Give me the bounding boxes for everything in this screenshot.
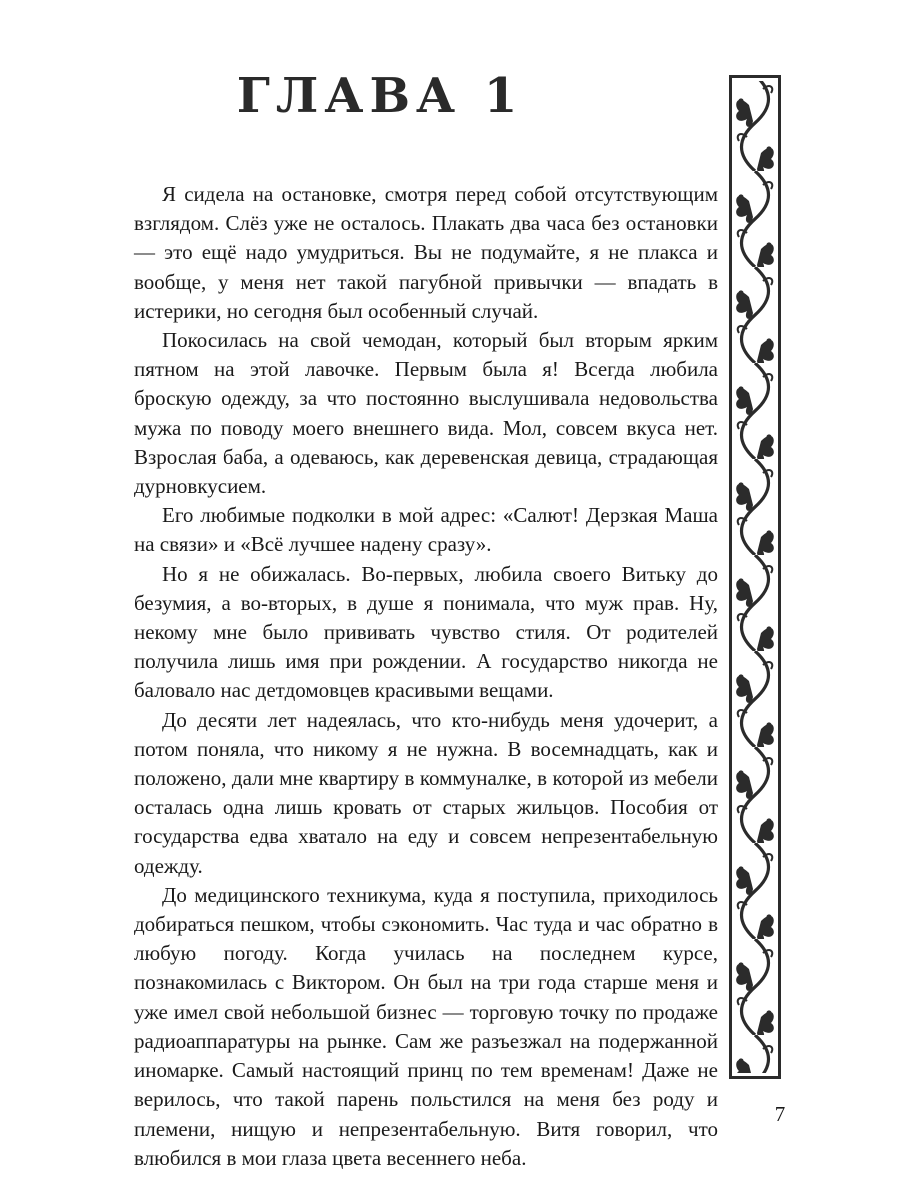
page-number: 7 [774, 1102, 786, 1126]
paragraph: Но я не обижалась. Во-первых, любила своего Витьку до безумия, а во-вторых, в душе я понимала, что муж прав. Ну, некому мне было прививать чувство стиля. От родителей получила лишь имя при рождении. А государство никогда не баловало нас детдомовцев красивыми вещами. [134, 561, 718, 703]
ornamental-border [729, 75, 781, 1079]
paragraph: До медицинского техникума, куда я поступила, приходилось добираться пешком, чтобы сэкономить. Час туда и час обратно в любую погоду. Когда училась на последнем курсе, познакомилась с Виктором. Он был на три года старше меня и уже имел свой небольшой бизнес — торговую точку по продаже радиоаппаратуры на рынке. Сам же разъезжал на подержанной иномарке. Самый настоящий принц по тем временам! Даже не верилось, что такой парень польстился на меня без роду и племени, нищую и непрезентабельную. Витя говорил, что влюбился в мои глаза цвета весеннего неба. [134, 882, 718, 1170]
paragraph: Его любимые подколки в мой адрес: «Салют! Дерзкая Маша на связи» и «Всё лучшее надену сразу». [134, 503, 718, 557]
chapter-body [134, 180, 718, 1173]
paragraph: Покосилась на свой чемодан, который был вторым ярким пятном на этой лавочке. Первым была я! Всегда любила броскую одежду, за что постоянно выслушивала недовольства мужа по поводу моего внешнего вида. Мол, совсем вкуса нет. Взрослая баба, а одеваюсь, как деревенская девица, страдающая дурновкусием. [134, 328, 718, 499]
paragraph: Я сидела на остановке, смотря перед собой отсутствующим взглядом. Слёз уже не осталось. Плакать два часа без остановки — это ещё надо умудриться. Вы не подумайте, я не плакса и вообще, у меня нет такой пагубной привычки — впадать в истерики, но сегодня был особенный случай. [134, 182, 718, 323]
chapter-title: ГЛАВА 1 [236, 68, 524, 124]
paragraph: До десяти лет надеялась, что кто-нибудь меня удочерит, а потом поняла, что никому я не нужна. В восемнадцать, как и положено, дали мне квартиру в коммуналке, в которой из мебели осталась одна лишь кровать от старых жильцов. Пособия от государства едва хватало на еду и совсем непрезентабельную одежду. [134, 707, 718, 878]
